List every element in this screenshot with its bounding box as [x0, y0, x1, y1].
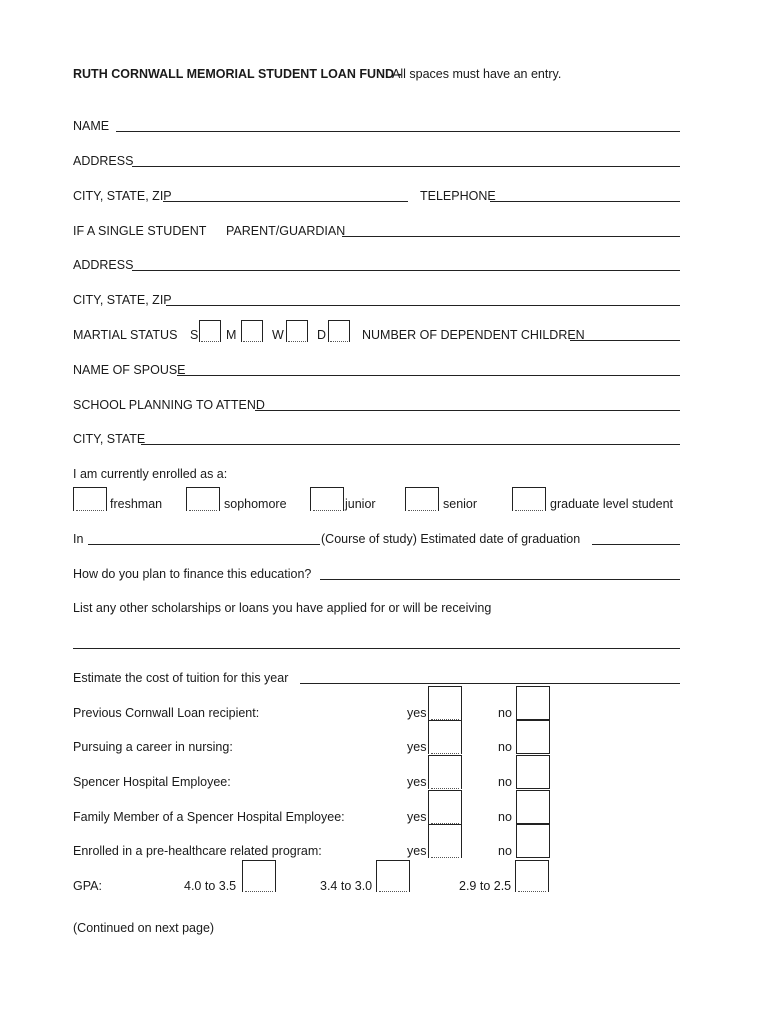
yes-checkbox[interactable]: [428, 790, 462, 824]
no-label: no: [498, 844, 512, 858]
yes-no-question: Previous Cornwall Loan recipient:: [73, 706, 260, 720]
marital-s-checkbox[interactable]: [199, 320, 221, 342]
continued-note: (Continued on next page): [73, 921, 215, 935]
parent-guardian-label: PARENT/GUARDIAN: [226, 224, 346, 238]
parent-guardian-field[interactable]: [342, 236, 680, 237]
senior-checkbox[interactable]: [405, 487, 439, 511]
no-checkbox[interactable]: [516, 755, 550, 789]
yes-no-question: Pursuing a career in nursing:: [73, 740, 233, 754]
marital-w-label: W: [272, 328, 284, 342]
yes-checkbox[interactable]: [428, 824, 462, 858]
gpa-label: GPA:: [73, 879, 102, 893]
no-checkbox[interactable]: [516, 824, 550, 858]
gpa-range-checkbox[interactable]: [515, 860, 549, 892]
scholarships-field[interactable]: [73, 648, 680, 649]
yes-label: yes: [407, 844, 427, 858]
no-checkbox[interactable]: [516, 790, 550, 824]
in-label: In: [73, 532, 84, 546]
form-instruction: All spaces must have an entry.: [392, 67, 562, 81]
parent-address-field[interactable]: [132, 270, 680, 271]
address-field[interactable]: [132, 166, 680, 167]
marital-s-label: S: [190, 328, 199, 342]
gpa-range-label: 4.0 to 3.5: [184, 879, 237, 893]
parent-city-state-zip-label: CITY, STATE, ZIP: [73, 293, 172, 307]
dependents-field[interactable]: [570, 340, 680, 341]
yes-no-question: Spencer Hospital Employee:: [73, 775, 231, 789]
course-graduation-label: (Course of study) Estimated date of graduation: [321, 532, 581, 546]
tuition-question: Estimate the cost of tuition for this year: [73, 671, 289, 685]
school-city-state-field[interactable]: [141, 444, 680, 445]
yes-checkbox[interactable]: [428, 686, 462, 720]
freshman-label: freshman: [110, 497, 163, 511]
junior-label: junior: [345, 497, 376, 511]
yes-label: yes: [407, 706, 427, 720]
course-of-study-field[interactable]: [88, 544, 320, 545]
no-checkbox[interactable]: [516, 686, 550, 720]
spouse-field[interactable]: [177, 375, 680, 376]
sophomore-label: sophomore: [224, 497, 287, 511]
school-city-state-label: CITY, STATE: [73, 432, 146, 446]
city-state-zip-label: CITY, STATE, ZIP: [73, 189, 172, 203]
tuition-field[interactable]: [300, 683, 680, 684]
marital-m-checkbox[interactable]: [241, 320, 263, 342]
gpa-range-checkbox[interactable]: [242, 860, 276, 892]
gpa-range-checkbox[interactable]: [376, 860, 410, 892]
single-student-label: IF A SINGLE STUDENT: [73, 224, 207, 238]
marital-w-checkbox[interactable]: [286, 320, 308, 342]
parent-address-label: ADDRESS: [73, 258, 134, 272]
spouse-label: NAME OF SPOUSE: [73, 363, 186, 377]
no-label: no: [498, 775, 512, 789]
name-field[interactable]: [116, 131, 680, 132]
no-label: no: [498, 706, 512, 720]
senior-label: senior: [443, 497, 478, 511]
graduate-label: graduate level student: [550, 497, 674, 511]
form-title: RUTH CORNWALL MEMORIAL STUDENT LOAN FUND -: [73, 67, 402, 81]
yes-no-question: Enrolled in a pre-healthcare related program:: [73, 844, 322, 858]
marital-m-label: M: [226, 328, 237, 342]
yes-label: yes: [407, 740, 427, 754]
yes-checkbox[interactable]: [428, 755, 462, 789]
school-label: SCHOOL PLANNING TO ATTEND: [73, 398, 265, 412]
scholarships-question: List any other scholarships or loans you have applied for or will be receiving: [73, 601, 492, 615]
dependents-label: NUMBER OF DEPENDENT CHILDREN: [362, 328, 585, 342]
gpa-range-label: 3.4 to 3.0: [320, 879, 373, 893]
graduate-checkbox[interactable]: [512, 487, 546, 511]
junior-checkbox[interactable]: [310, 487, 344, 511]
graduation-date-field[interactable]: [592, 544, 680, 545]
gpa-range-label: 2.9 to 2.5: [459, 879, 512, 893]
telephone-field[interactable]: [490, 201, 680, 202]
marital-status-label: MARTIAL STATUS: [73, 328, 178, 342]
parent-city-state-zip-field[interactable]: [166, 305, 680, 306]
yes-checkbox[interactable]: [428, 720, 462, 754]
address-label: ADDRESS: [73, 154, 134, 168]
marital-d-checkbox[interactable]: [328, 320, 350, 342]
yes-label: yes: [407, 810, 427, 824]
marital-d-label: D: [317, 328, 327, 342]
city-state-zip-field[interactable]: [163, 201, 408, 202]
no-label: no: [498, 740, 512, 754]
finance-question: How do you plan to finance this education?: [73, 567, 312, 581]
telephone-label: TELEPHONE: [420, 189, 496, 203]
finance-field[interactable]: [320, 579, 680, 580]
no-checkbox[interactable]: [516, 720, 550, 754]
yes-no-question: Family Member of a Spencer Hospital Employee:: [73, 810, 345, 824]
sophomore-checkbox[interactable]: [186, 487, 220, 511]
no-label: no: [498, 810, 512, 824]
yes-label: yes: [407, 775, 427, 789]
enrollment-prompt: I am currently enrolled as a:: [73, 467, 228, 481]
name-label: NAME: [73, 119, 110, 133]
freshman-checkbox[interactable]: [73, 487, 107, 511]
school-field[interactable]: [255, 410, 680, 411]
